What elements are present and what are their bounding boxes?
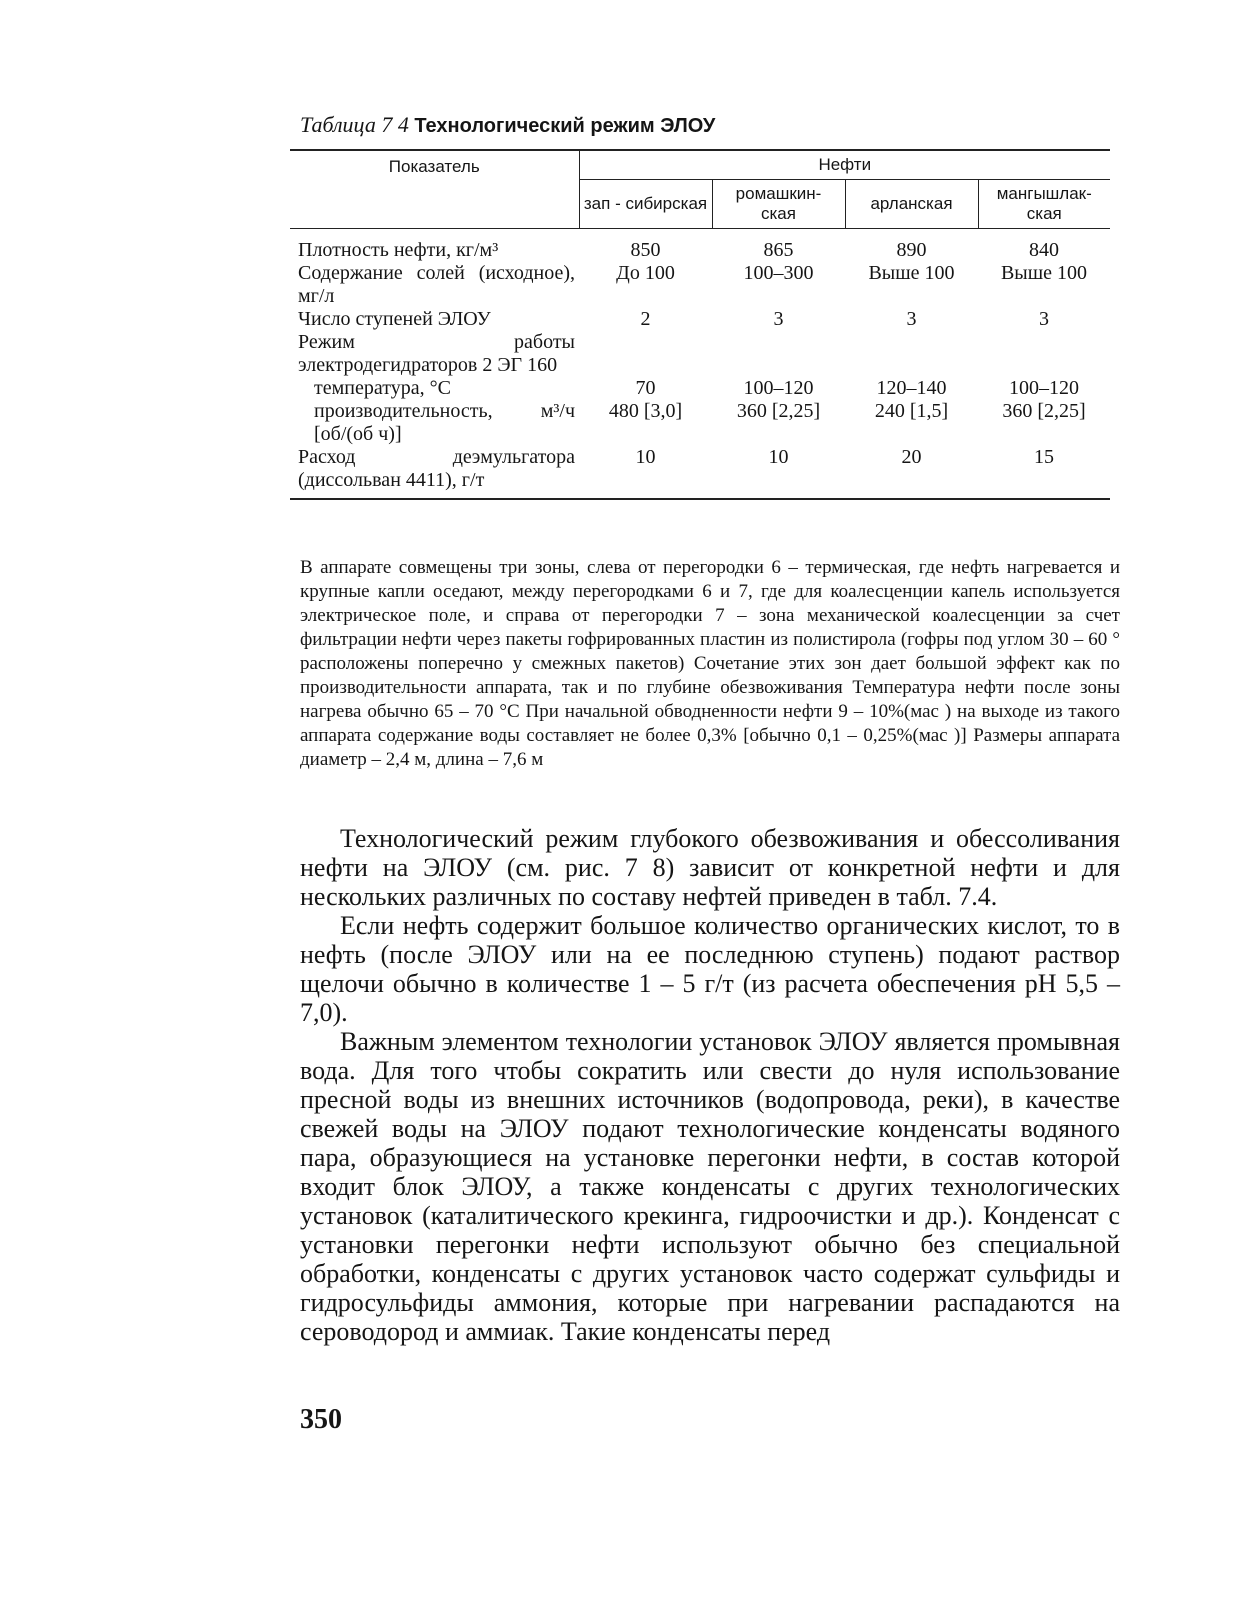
- table-cell: 100–120: [743, 377, 814, 399]
- row-label: Расход деэмульгатора (диссольван 4411), г/т: [290, 446, 579, 499]
- table-cell: 840: [1029, 239, 1059, 261]
- page-number: 350: [300, 1404, 342, 1435]
- data-table: [290, 149, 1110, 500]
- table-cell: 360 [2,25]: [1002, 400, 1086, 422]
- table-cell: 2: [640, 308, 651, 330]
- table-cell: 240 [1,5]: [874, 400, 949, 422]
- table-caption-label: Таблица 7 4: [300, 112, 409, 137]
- column-header-oil-4: мангышлак- ская: [978, 180, 1110, 229]
- table-cell: 480 [3,0]: [608, 400, 683, 422]
- small-print-paragraph: В аппарате совмещены три зоны, слева от перегородки 6 – термическая, где нефть нагревается и крупные капли оседают, между перегородками 6 и 7, где для коалесценции капель используется электрическое поле, и справа от перегородки 7 – зона механической коалесценции за счет фильтрации нефти через пакеты гофрированных пластин из полистирола (гофры под углом 30 – 60 ° расположены поперечно у смежных пакетов) Сочетание этих зон дает большой эффект как по производительности аппарата, так и по глубине обезвоживания Температура нефти после зоны нагрева обычно 65 – 70 °С При начальной обводненности нефти 9 – 10%(мас ) на выходе из такого аппарата содержание воды составляет не более 0,3% [обычно 0,1 – 0,25%(мас )] Размеры аппарата диаметр – 2,4 м, длина – 7,6 м: [300, 557, 1120, 770]
- row-label: температура, °С: [314, 377, 451, 399]
- table-row: [290, 446, 1110, 499]
- table-cell: 100–120: [1009, 377, 1079, 399]
- table-cell: 100–300: [743, 262, 814, 284]
- table-row: [290, 331, 1110, 377]
- table-row: [290, 262, 1110, 308]
- table-cell: 360 [2,25]: [736, 400, 821, 422]
- table-cell: 10: [712, 446, 845, 499]
- table-cell: Выше 100: [1000, 262, 1088, 284]
- row-label: Режим работы электродегидраторов 2 ЭГ 160: [298, 331, 575, 376]
- table-cell: 890: [896, 239, 927, 261]
- paragraph: Технологический режим глубокого обезвоживания и обессоливания нефти на ЭЛОУ (см. рис. 7 8) зависит от конкретной нефти и для нескольких различных по составу нефтей приведен в табл. 7.4.: [300, 824, 1120, 911]
- table-cell: [978, 331, 1110, 377]
- table-caption: [300, 111, 1120, 140]
- table-cell: 3: [1039, 308, 1049, 330]
- table-cell: До 100: [616, 262, 675, 284]
- table-cell: 15: [978, 446, 1110, 499]
- column-header-oil-2: ромашкин- ская: [712, 180, 845, 229]
- table-cell: 10: [579, 446, 712, 499]
- row-label: Содержание солей (исходное), мг/л: [298, 262, 575, 307]
- table-cell: 3: [906, 308, 917, 330]
- table-caption-title: Технологический режим ЭЛОУ: [414, 115, 716, 137]
- column-header-oil-1: зап - сибирская: [579, 180, 712, 229]
- column-header-oil-3: арланская: [845, 180, 978, 229]
- table-cell: 850: [630, 239, 661, 261]
- table-cell: 120–140: [876, 377, 947, 399]
- table-cell: [845, 331, 978, 377]
- body-text: [300, 824, 1120, 1346]
- table-cell: Выше 100: [868, 262, 955, 284]
- row-label: Число ступеней ЭЛОУ: [298, 308, 491, 330]
- row-label: Плотность нефти, кг/м³: [298, 239, 499, 261]
- paragraph: Важным элементом технологии установок ЭЛОУ является промывная вода. Для того чтобы сократить или свести до нуля использование пресной воды из внешних источников (водопровода, реки), в качестве свежей воды на ЭЛОУ подают технологические конденсаты водяного пара, образующиеся на установке перегонки нефти, в состав которой входит блок ЭЛОУ, а также конденсаты с других технологических установок (каталитического крекинга, гидроочистки и др.). Конденсат с установки перегонки нефти используют обычно без специальной обработки, конденсаты с других установок часто содержат сульфиды и гидросульфиды аммония, которые при нагревании распадаются на сероводород и аммиак. Такие конденсаты перед: [300, 1027, 1120, 1346]
- paragraph: Если нефть содержит большое количество органических кислот, то в нефть (после ЭЛОУ или на ее последнюю ступень) подают раствор щелочи обычно в количестве 1 – 5 г/т (из расчета обеспечения pH 5,5 – 7,0).: [300, 911, 1120, 1027]
- table-row: [290, 377, 1110, 400]
- table-cell: [579, 331, 712, 377]
- table-row: [290, 400, 1110, 446]
- column-header-param: Показатель: [290, 150, 579, 229]
- table-cell: 3: [773, 308, 784, 330]
- table-cell: [712, 331, 845, 377]
- table-cell: 20: [845, 446, 978, 499]
- table-cell: 865: [763, 239, 794, 261]
- table-row: [290, 229, 1110, 263]
- row-label: производительность, м³/ч [об/(об ч)]: [314, 400, 575, 445]
- table-cell: 70: [635, 377, 656, 399]
- table-row: [290, 308, 1110, 331]
- column-group-header: Нефти: [579, 150, 1110, 180]
